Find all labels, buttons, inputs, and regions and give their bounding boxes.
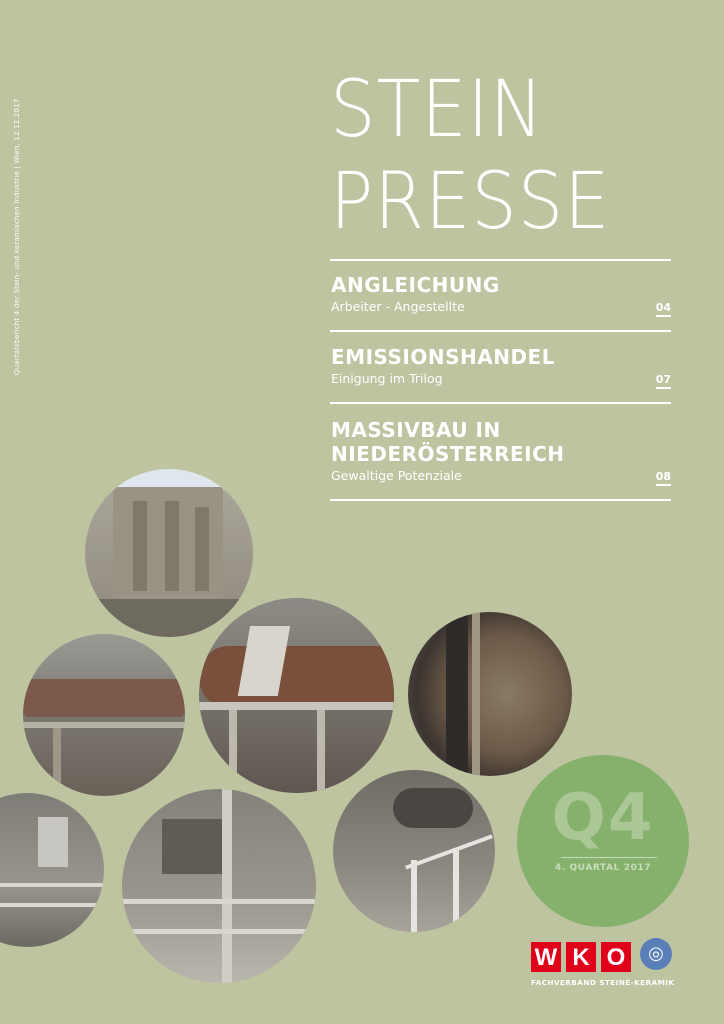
article-subtitle: Arbeiter - Angestellte xyxy=(331,299,465,314)
article-headline: EMISSIONSHANDEL xyxy=(331,345,555,369)
photo-circle-kiln-center xyxy=(199,598,394,793)
title-line-2: PRESSE xyxy=(330,157,611,247)
photo-circle-railing-left xyxy=(0,793,104,947)
logo-letter-k: K xyxy=(566,942,596,972)
divider xyxy=(330,330,671,332)
magazine-title xyxy=(330,64,690,248)
article-headline-line-1: MASSIVBAU IN xyxy=(331,418,501,442)
side-publication-note xyxy=(13,75,23,375)
photo-circle-stairs xyxy=(333,770,495,932)
photo-circle-kiln-seal xyxy=(408,612,572,776)
logo-tagline: FACHVERBAND STEINE-KERAMIK xyxy=(531,978,675,987)
article-headline: ANGLEICHUNG xyxy=(331,273,500,297)
side-publication-text: Quartalsbericht 4 der Stein- und keramischen Industrie | Wien, 12.12.2017 xyxy=(13,98,21,375)
quarter-label: Q4 xyxy=(551,781,655,855)
logo-letter-w: W xyxy=(531,942,561,972)
article-subtitle: Einigung im Trilog xyxy=(331,371,443,386)
logo-letter-o: O xyxy=(601,942,631,972)
wko-logo xyxy=(531,942,676,992)
page-number: 08 xyxy=(656,470,671,486)
article-teaser-3[interactable] xyxy=(331,418,671,490)
divider xyxy=(330,499,671,501)
globe-icon: ◎ xyxy=(640,938,672,970)
photo-circle-machinery xyxy=(122,789,316,983)
article-teaser-1[interactable] xyxy=(331,273,671,321)
quarter-date: 4. QUARTAL 2017 xyxy=(554,863,652,873)
title-line-1: STEIN xyxy=(330,65,545,155)
photo-circle-building xyxy=(85,469,253,637)
page-number: 07 xyxy=(656,373,671,389)
article-subtitle: Gewaltige Potenziale xyxy=(331,468,462,483)
divider xyxy=(330,402,671,404)
page-number: 04 xyxy=(656,301,671,317)
article-headline-line-2: NIEDERÖSTERREICH xyxy=(331,442,565,466)
article-teaser-2[interactable] xyxy=(331,345,671,393)
photo-circle-kiln-left xyxy=(23,634,185,796)
badge-divider xyxy=(561,857,657,858)
quarter-badge xyxy=(517,755,689,927)
divider xyxy=(330,259,671,261)
